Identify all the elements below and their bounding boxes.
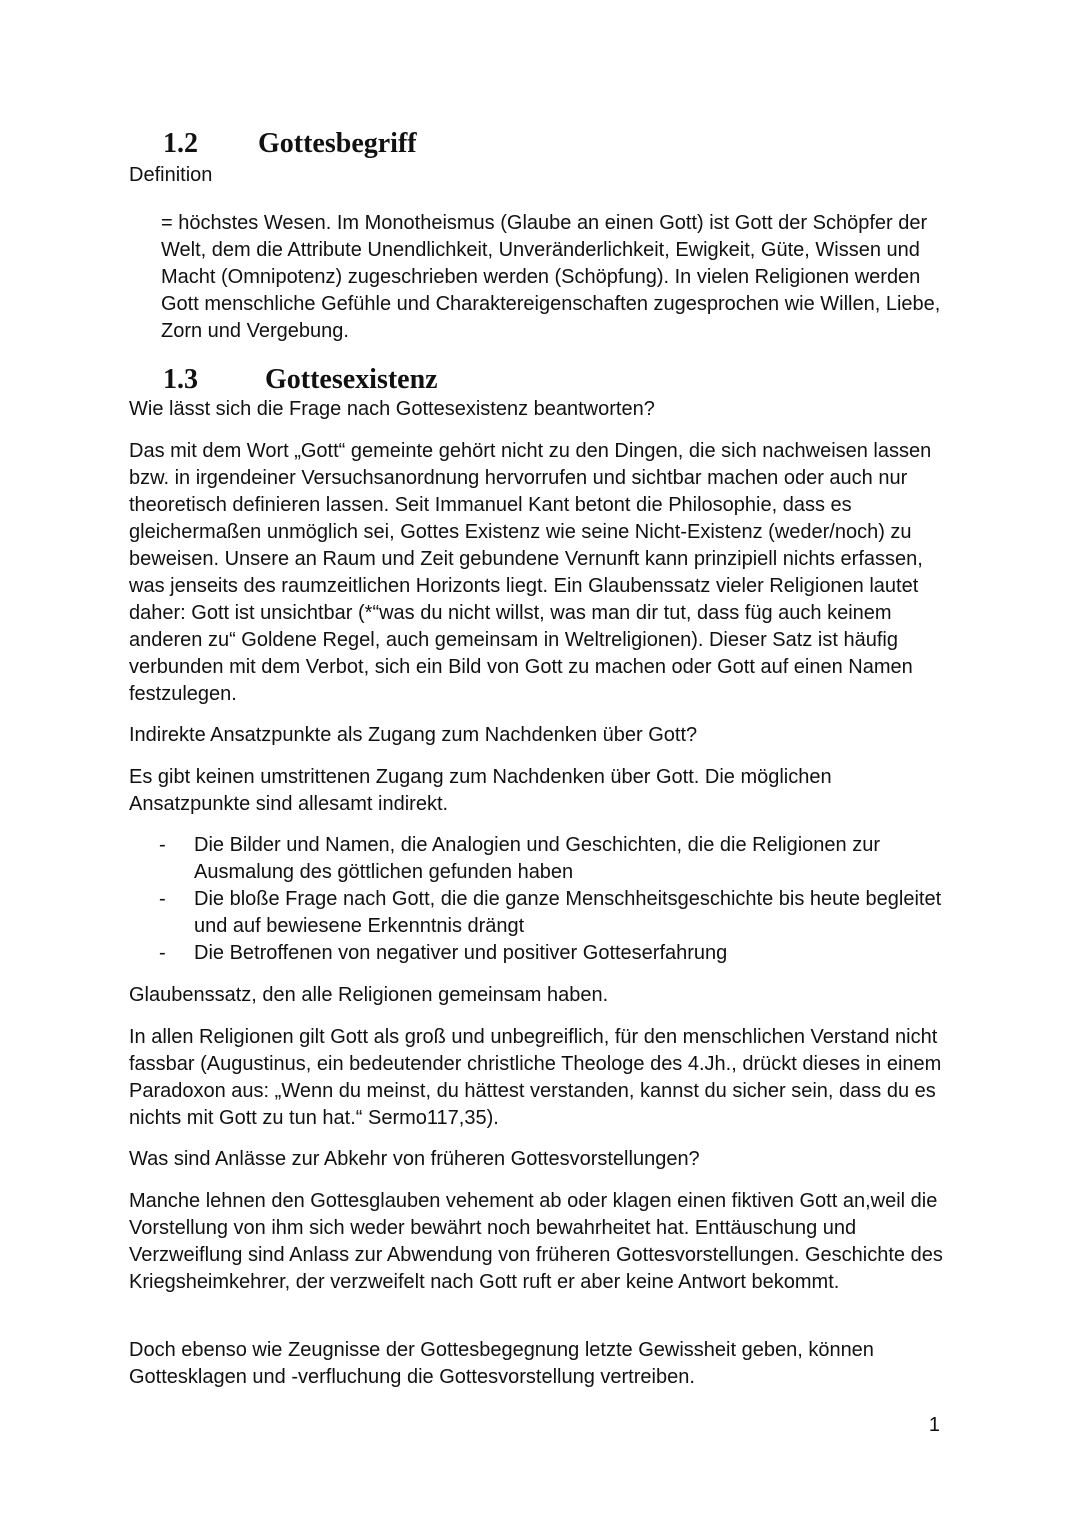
paragraph-approaches: Es gibt keinen umstrittenen Zugang zum Nachdenken über Gott. Die möglichen Ansatzpunkte sind allesamt indirekt. [129,766,832,815]
paragraph-existence: Das mit dem Wort „Gott“ gemeinte gehört nicht zu den Dingen, die sich nachweisen lassen bzw. in irgendeiner Versuchsanordnung hervorrufen und sichtbar machen oder auch nur theoretisch definieren lassen. Seit Immanuel Kant betont die Philosophie, dass es gleichermaßen unmöglich sei, Gottes Existenz wie seine Nicht-Existenz (weder/noch) zu beweisen. Unsere an Raum und Zeit gebundene Vernunft kann prinzipiell nichts erfassen, was jenseits des raumzeitlichen Horizonts liegt. Ein Glaubenssatz vieler Religionen lautet daher: Gott ist unsichtbar (*“was du nicht willst, was man dir tut, dass füg auch keinem anderen zu“ Goldene Regel, auch gemeinsam in Weltreligionen). Dieser Satz ist häufig verbunden mit dem Verbot, sich ein Bild von Gott zu machen oder Gott auf einen Namen festzulegen. [129,440,932,705]
definition-label: Definition [129,164,213,186]
bullet-dash: - [159,888,166,910]
section-heading-1-2 [163,128,563,162]
paragraph-conclusion: Doch ebenso wie Zeugnisse der Gottesbegegnung letzte Gewissheit geben, können Gottesklagen und -verfluchung die Gottesvorstellung vertreiben. [129,1339,874,1388]
question-approaches: Indirekte Ansatzpunkte als Zugang zum Nachdenken über Gott? [129,724,698,746]
question-existence: Wie lässt sich die Frage nach Gottesexistenz beantworten? [129,398,655,420]
section-title: Gottesexistenz [265,364,438,395]
list-item-text: Die Bilder und Namen, die Analogien und Geschichten, die die Religionen zur Ausmalung des göttlichen gefunden haben [194,834,880,883]
approach-list [129,832,959,967]
question-turning-away: Was sind Anlässe zur Abkehr von früheren Gottesvorstellungen? [129,1148,700,1170]
list-item [129,940,959,967]
paragraph-turning-away: Manche lehnen den Gottesglauben vehement ab oder klagen einen fiktiven Gott an,weil die Vorstellung von ihm sich weder bewährt noch bewahrheitet hat. Enttäuschung und Verzweiflung sind Anlass zur Abwendung von früheren Gottesvorstellungen. Geschichte des Kriegsheimkehrer, der verzweifelt nach Gott ruft er aber keine Antwort bekommt. [129,1190,943,1293]
list-item [129,886,959,940]
definition-text: = höchstes Wesen. Im Monotheismus (Glaube an einen Gott) ist Gott der Schöpfer der Welt, dem die Attribute Unendlichkeit, Unveränderlichkeit, Ewigkeit, Güte, Wissen und Macht (Omnipotenz) zugeschrieben werden (Schöpfung). In vielen Religionen werden Gott menschliche Gefühle und Charaktereigenschaften zugesprochen wie Willen, Liebe, Zorn und Vergebung. [161,212,941,342]
paragraph-common-belief: In allen Religionen gilt Gott als groß und unbegreiflich, für den menschlichen Verstand nicht fassbar (Augustinus, ein bedeutender christliche Theologe des 4.Jh., drückt dieses in einem Paradoxon aus: „Wenn du meinst, du hättest verstanden, kannst du sicher sein, dass du es nichts mit Gott zu tun hat.“ Sermo117,35). [129,1026,942,1129]
section-heading-1-3 [163,364,563,398]
bullet-dash: - [159,834,166,856]
section-number: 1.2 [163,128,198,159]
list-item-text: Die bloße Frage nach Gott, die die ganze Menschheitsgeschichte bis heute begleitet und auf bewiesene Erkenntnis drängt [194,888,942,937]
list-item [129,832,959,886]
page-number: 1 [928,1414,940,1436]
question-common-belief: Glaubenssatz, den alle Religionen gemeinsam haben. [129,984,609,1006]
section-number: 1.3 [163,364,198,395]
bullet-dash: - [159,942,166,964]
list-item-text: Die Betroffenen von negativer und positiver Gotteserfahrung [194,942,728,964]
section-title: Gottesbegriff [258,128,417,159]
